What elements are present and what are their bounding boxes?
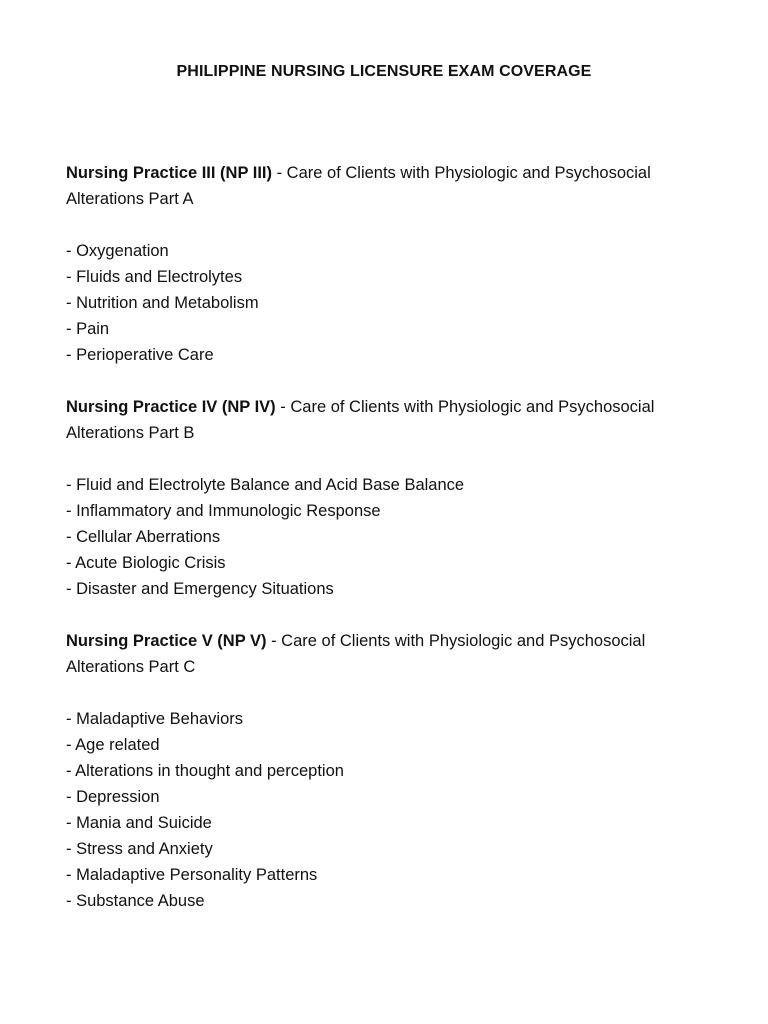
topic-list xyxy=(66,238,702,368)
list-item: - Mania and Suicide xyxy=(66,814,212,832)
section-name: Nursing Practice V (NP V) xyxy=(66,632,267,650)
list-item: - Alterations in thought and perception xyxy=(66,762,344,780)
list-item: - Pain xyxy=(66,320,110,338)
section-np-iv xyxy=(66,394,702,602)
list-item: - Maladaptive Personality Patterns xyxy=(66,866,318,884)
list-item: - Acute Biologic Crisis xyxy=(66,554,226,572)
section-np-iii xyxy=(66,160,702,368)
section-heading xyxy=(66,160,702,212)
section-description: - Care of Clients with Physiologic and Psychosocial Alterations Part B xyxy=(66,398,655,442)
list-item: - Fluid and Electrolyte Balance and Acid Base Balance xyxy=(66,476,465,494)
list-item: - Cellular Aberrations xyxy=(66,528,221,546)
list-item: - Substance Abuse xyxy=(66,892,205,910)
list-item: - Disaster and Emergency Situations xyxy=(66,580,334,598)
list-item: - Oxygenation xyxy=(66,242,169,260)
section-np-v xyxy=(66,628,702,914)
list-item: - Perioperative Care xyxy=(66,346,214,364)
list-item: - Maladaptive Behaviors xyxy=(66,710,244,728)
section-heading xyxy=(66,394,702,446)
list-item: - Inflammatory and Immunologic Response xyxy=(66,502,381,520)
section-description: - Care of Clients with Physiologic and Psychosocial Alterations Part A xyxy=(66,164,651,208)
list-item: - Age related xyxy=(66,736,160,754)
section-name: Nursing Practice IV (NP IV) xyxy=(66,398,276,416)
section-name: Nursing Practice III (NP III) xyxy=(66,164,273,182)
document-title: PHILIPPINE NURSING LICENSURE EXAM COVERAGE xyxy=(176,63,592,80)
list-item: - Fluids and Electrolytes xyxy=(66,268,243,286)
list-item: - Nutrition and Metabolism xyxy=(66,294,259,312)
topic-list xyxy=(66,472,702,602)
section-heading xyxy=(66,628,702,680)
list-item: - Stress and Anxiety xyxy=(66,840,213,858)
section-description: - Care of Clients with Physiologic and Psychosocial Alterations Part C xyxy=(66,632,646,676)
topic-list xyxy=(66,706,702,914)
list-item: - Depression xyxy=(66,788,160,806)
